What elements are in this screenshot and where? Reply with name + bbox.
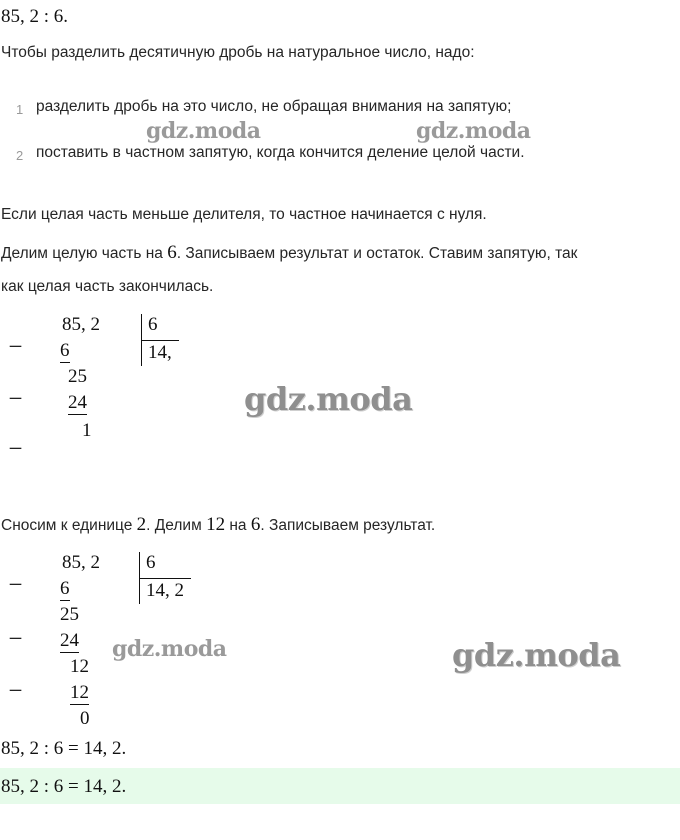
- answer-line: 85, 2 : 6 = 14, 2.: [1, 776, 127, 797]
- minus-sign: _: [10, 618, 22, 640]
- explanation-text: Делим целую часть на: [1, 245, 168, 262]
- watermark: gdz.moda: [452, 636, 621, 674]
- explanation-text: на: [225, 517, 251, 534]
- watermark: gdz.moda: [112, 636, 227, 662]
- explanation-number: 2: [136, 514, 147, 535]
- subtrahend: 24: [60, 630, 79, 651]
- explanation-number: 12: [206, 514, 226, 535]
- minus-sign: _: [10, 378, 22, 400]
- quotient: 14, 2: [146, 580, 184, 601]
- explanation-text: . Делим: [146, 517, 207, 534]
- subtrahend: 6: [60, 340, 70, 361]
- rule-intro: Чтобы разделить десятичную дробь на натуральное число, надо:: [1, 44, 475, 61]
- explanation-line-3: как целая часть закончилась.: [1, 278, 214, 295]
- explanation-number: 6: [167, 242, 177, 263]
- minus-sign: _: [10, 564, 22, 586]
- list-number: 2: [16, 148, 24, 163]
- division-horizontal-line: [141, 340, 179, 341]
- remainder: 1: [82, 420, 92, 441]
- explanation-text: . Записываем результат и остаток. Ставим запятую, так: [176, 245, 578, 262]
- explanation-text: . Записываем результат.: [260, 517, 436, 534]
- minus-sign: _: [10, 326, 22, 348]
- dividend: 85, 2: [62, 314, 100, 335]
- quotient: 14,: [148, 342, 172, 363]
- remainder: 25: [60, 604, 79, 625]
- list-item: поставить в частном запятую, когда кончится деление целой части.: [36, 144, 525, 161]
- explanation-number: 6: [250, 514, 261, 535]
- explanation-line-2: [1, 242, 577, 264]
- division-horizontal-line: [139, 578, 191, 579]
- watermark: gdz.moda: [146, 118, 261, 144]
- watermark: gdz.moda: [416, 118, 531, 144]
- watermark: gdz.moda: [244, 380, 413, 418]
- explanation-line-1: Если целая часть меньше делителя, то частное начинается с нуля.: [1, 206, 487, 223]
- remainder: 25: [68, 366, 87, 387]
- subtrahend: 24: [68, 392, 87, 413]
- list-number: 1: [16, 102, 24, 117]
- minus-sign: _: [10, 670, 22, 692]
- result-line: 85, 2 : 6 = 14, 2.: [1, 738, 127, 759]
- list-item: разделить дробь на это число, не обращая внимания на запятую;: [36, 98, 512, 115]
- minus-sign: _: [10, 428, 22, 450]
- answer-box: [0, 768, 680, 804]
- task-expression: 85, 2 : 6.: [1, 6, 69, 27]
- subtrahend: 12: [70, 682, 89, 703]
- explanation-text: Сносим к единице: [1, 517, 137, 534]
- divisor: 6: [148, 314, 158, 335]
- remainder: 12: [70, 656, 89, 677]
- explanation2-line: [1, 514, 435, 536]
- subtrahend: 6: [60, 578, 70, 599]
- divisor: 6: [146, 552, 156, 573]
- long-division-1: [0, 310, 240, 450]
- dividend: 85, 2: [62, 552, 100, 573]
- remainder: 0: [80, 708, 90, 729]
